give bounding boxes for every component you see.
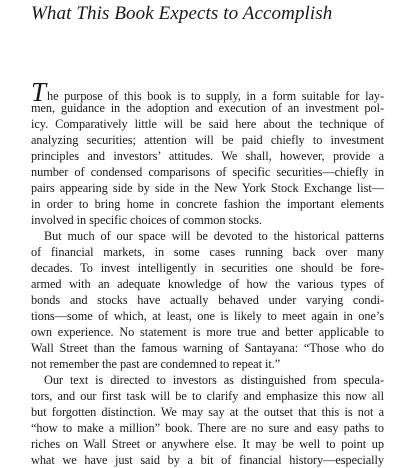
body-text [31,77,384,468]
text-line: what we have just said by a bit of financial history—especially [31,453,384,467]
text-line: pairs appearing side by side in the New York Stock Exchange list— [31,181,384,195]
section-title: What This Book Expects to Accomplish [31,3,333,24]
text-line: Wall Street than the famous warning of Santayana: “Those who do [31,341,384,355]
text-line: Our text is directed to investors as distinguished from specula- [44,373,384,387]
text-line: armed with an adequate knowledge of how the various types of [31,277,384,291]
text-line: “how to make a million” book. There are no sure and easy paths to [31,421,384,435]
text-line: analyzing securities; attention will be paid chiefly to investment [31,133,384,147]
text-line: not remember the past are condemned to repeat it.” [31,357,281,371]
text-line: bonds and stocks have actually behaved under varying condi- [31,293,384,307]
text-line: number of condensed comparisons of specific securities—chiefly in [31,165,384,179]
text-line: involved in specific choices of common stocks. [31,213,262,227]
paragraph-1 [31,77,384,228]
text-line: men, guidance in the adoption and execution of an investment pol- [31,101,384,115]
text-line: principles and investors’ attitudes. We shall, however, provide a [31,149,384,163]
text-line: but forgotten distinction. We may say at the outset that this is not a [31,405,384,419]
paragraph-3 [31,372,384,468]
text-line: tions—some of which, at least, one is likely to meet again in one’s [31,309,384,323]
text-line: of financial markets, in some cases running back over many [31,245,384,259]
text-line: But much of our space will be devoted to the historical patterns [44,229,384,243]
text-line: own experience. No statement is more true and better applicable to [31,325,384,339]
text-line: The purpose of this book is to supply, in a form suitable for lay- [31,77,384,107]
text-line: decades. To invest intelligently in securities one should be fore- [31,261,384,275]
text-line: icy. Comparatively little will be said here about the technique of [31,117,384,131]
text-line: tors, and our first task will be to clarify and emphasize this now all [31,389,384,403]
paragraph-2 [31,228,384,372]
text-line: riches on Wall Street or anywhere else. It may be well to point up [31,437,384,451]
text-line: in order to bring home in concrete fashion the important elements [31,197,384,211]
drop-cap: T [31,77,46,107]
